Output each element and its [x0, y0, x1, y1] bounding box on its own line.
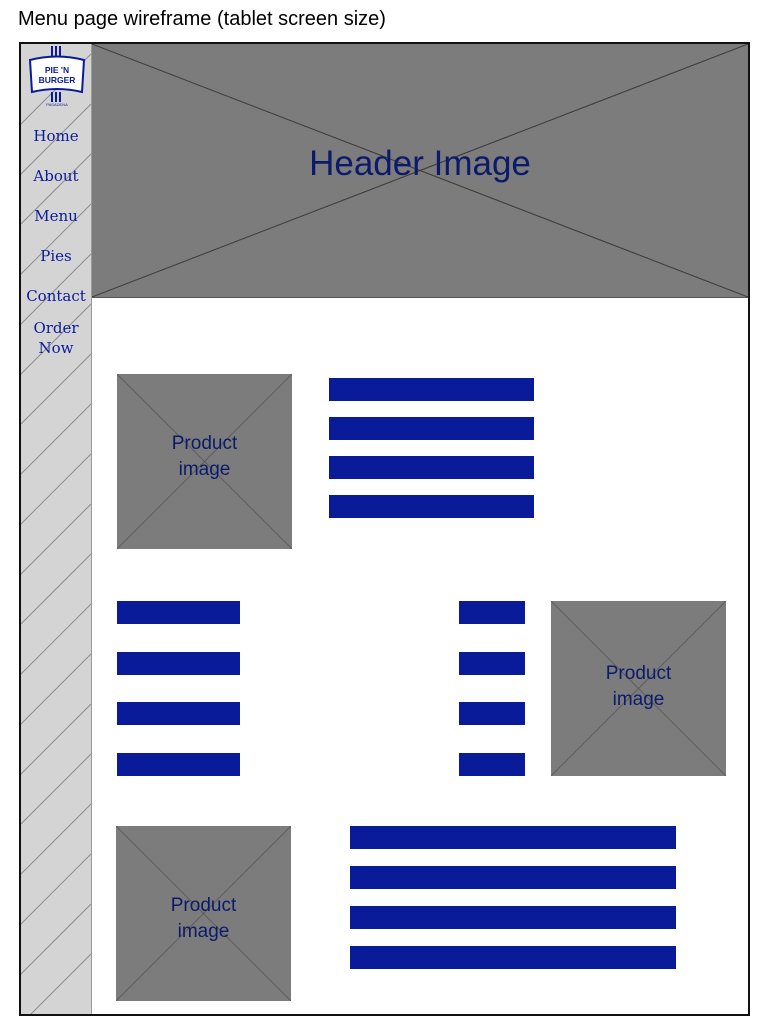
product-label-line1: Product [605, 663, 672, 684]
nav-contact[interactable]: Contact [26, 287, 86, 305]
product-image-label [116, 893, 291, 945]
nav-menu[interactable]: Menu [34, 207, 78, 225]
product-label-line1: Product [171, 433, 238, 454]
text-line-placeholder [117, 702, 240, 725]
text-line-placeholder [459, 753, 525, 776]
product-image-label [117, 431, 292, 483]
text-line-placeholder [350, 946, 676, 969]
product-image-2 [551, 601, 726, 776]
nav-order-now[interactable] [21, 318, 91, 358]
tablet-frame [19, 42, 750, 1016]
text-line-placeholder [329, 495, 534, 518]
text-line-placeholder [350, 866, 676, 889]
header-image-label: Header Image [309, 144, 531, 183]
nav-about[interactable]: About [33, 167, 79, 185]
text-line-placeholder [350, 826, 676, 849]
logo-text-line2: BURGER [38, 75, 76, 85]
text-line-placeholder [117, 601, 240, 624]
nav-home[interactable]: Home [33, 127, 79, 145]
product-image-1 [117, 374, 292, 549]
header-image-placeholder [92, 44, 748, 298]
text-line-placeholder [350, 906, 676, 929]
product-label-line1: Product [170, 895, 237, 916]
product-label-line2: image [612, 689, 665, 710]
text-line-placeholder [459, 601, 525, 624]
nav-pies[interactable]: Pies [40, 247, 72, 265]
text-line-placeholder [459, 652, 525, 675]
logo-text-line3: PASADENA [46, 102, 68, 107]
text-line-placeholder [117, 652, 240, 675]
text-line-placeholder [117, 753, 240, 776]
text-line-placeholder [459, 702, 525, 725]
pie-n-burger-logo[interactable] [27, 46, 87, 108]
nav-order-now-line1: Order [33, 319, 79, 337]
text-line-placeholder [329, 417, 534, 440]
text-line-placeholder [329, 378, 534, 401]
product-image-label [551, 661, 726, 713]
page-title: Menu page wireframe (tablet screen size) [18, 8, 386, 30]
product-label-line2: image [177, 921, 230, 942]
logo-text-line1: PIE 'N [44, 65, 70, 75]
product-label-line2: image [178, 459, 231, 480]
sidebar-hatch-pattern [21, 44, 91, 1014]
text-line-placeholder [329, 456, 534, 479]
nav-order-now-line2: Now [38, 339, 74, 357]
sidebar [21, 44, 92, 1014]
product-image-3 [116, 826, 291, 1001]
